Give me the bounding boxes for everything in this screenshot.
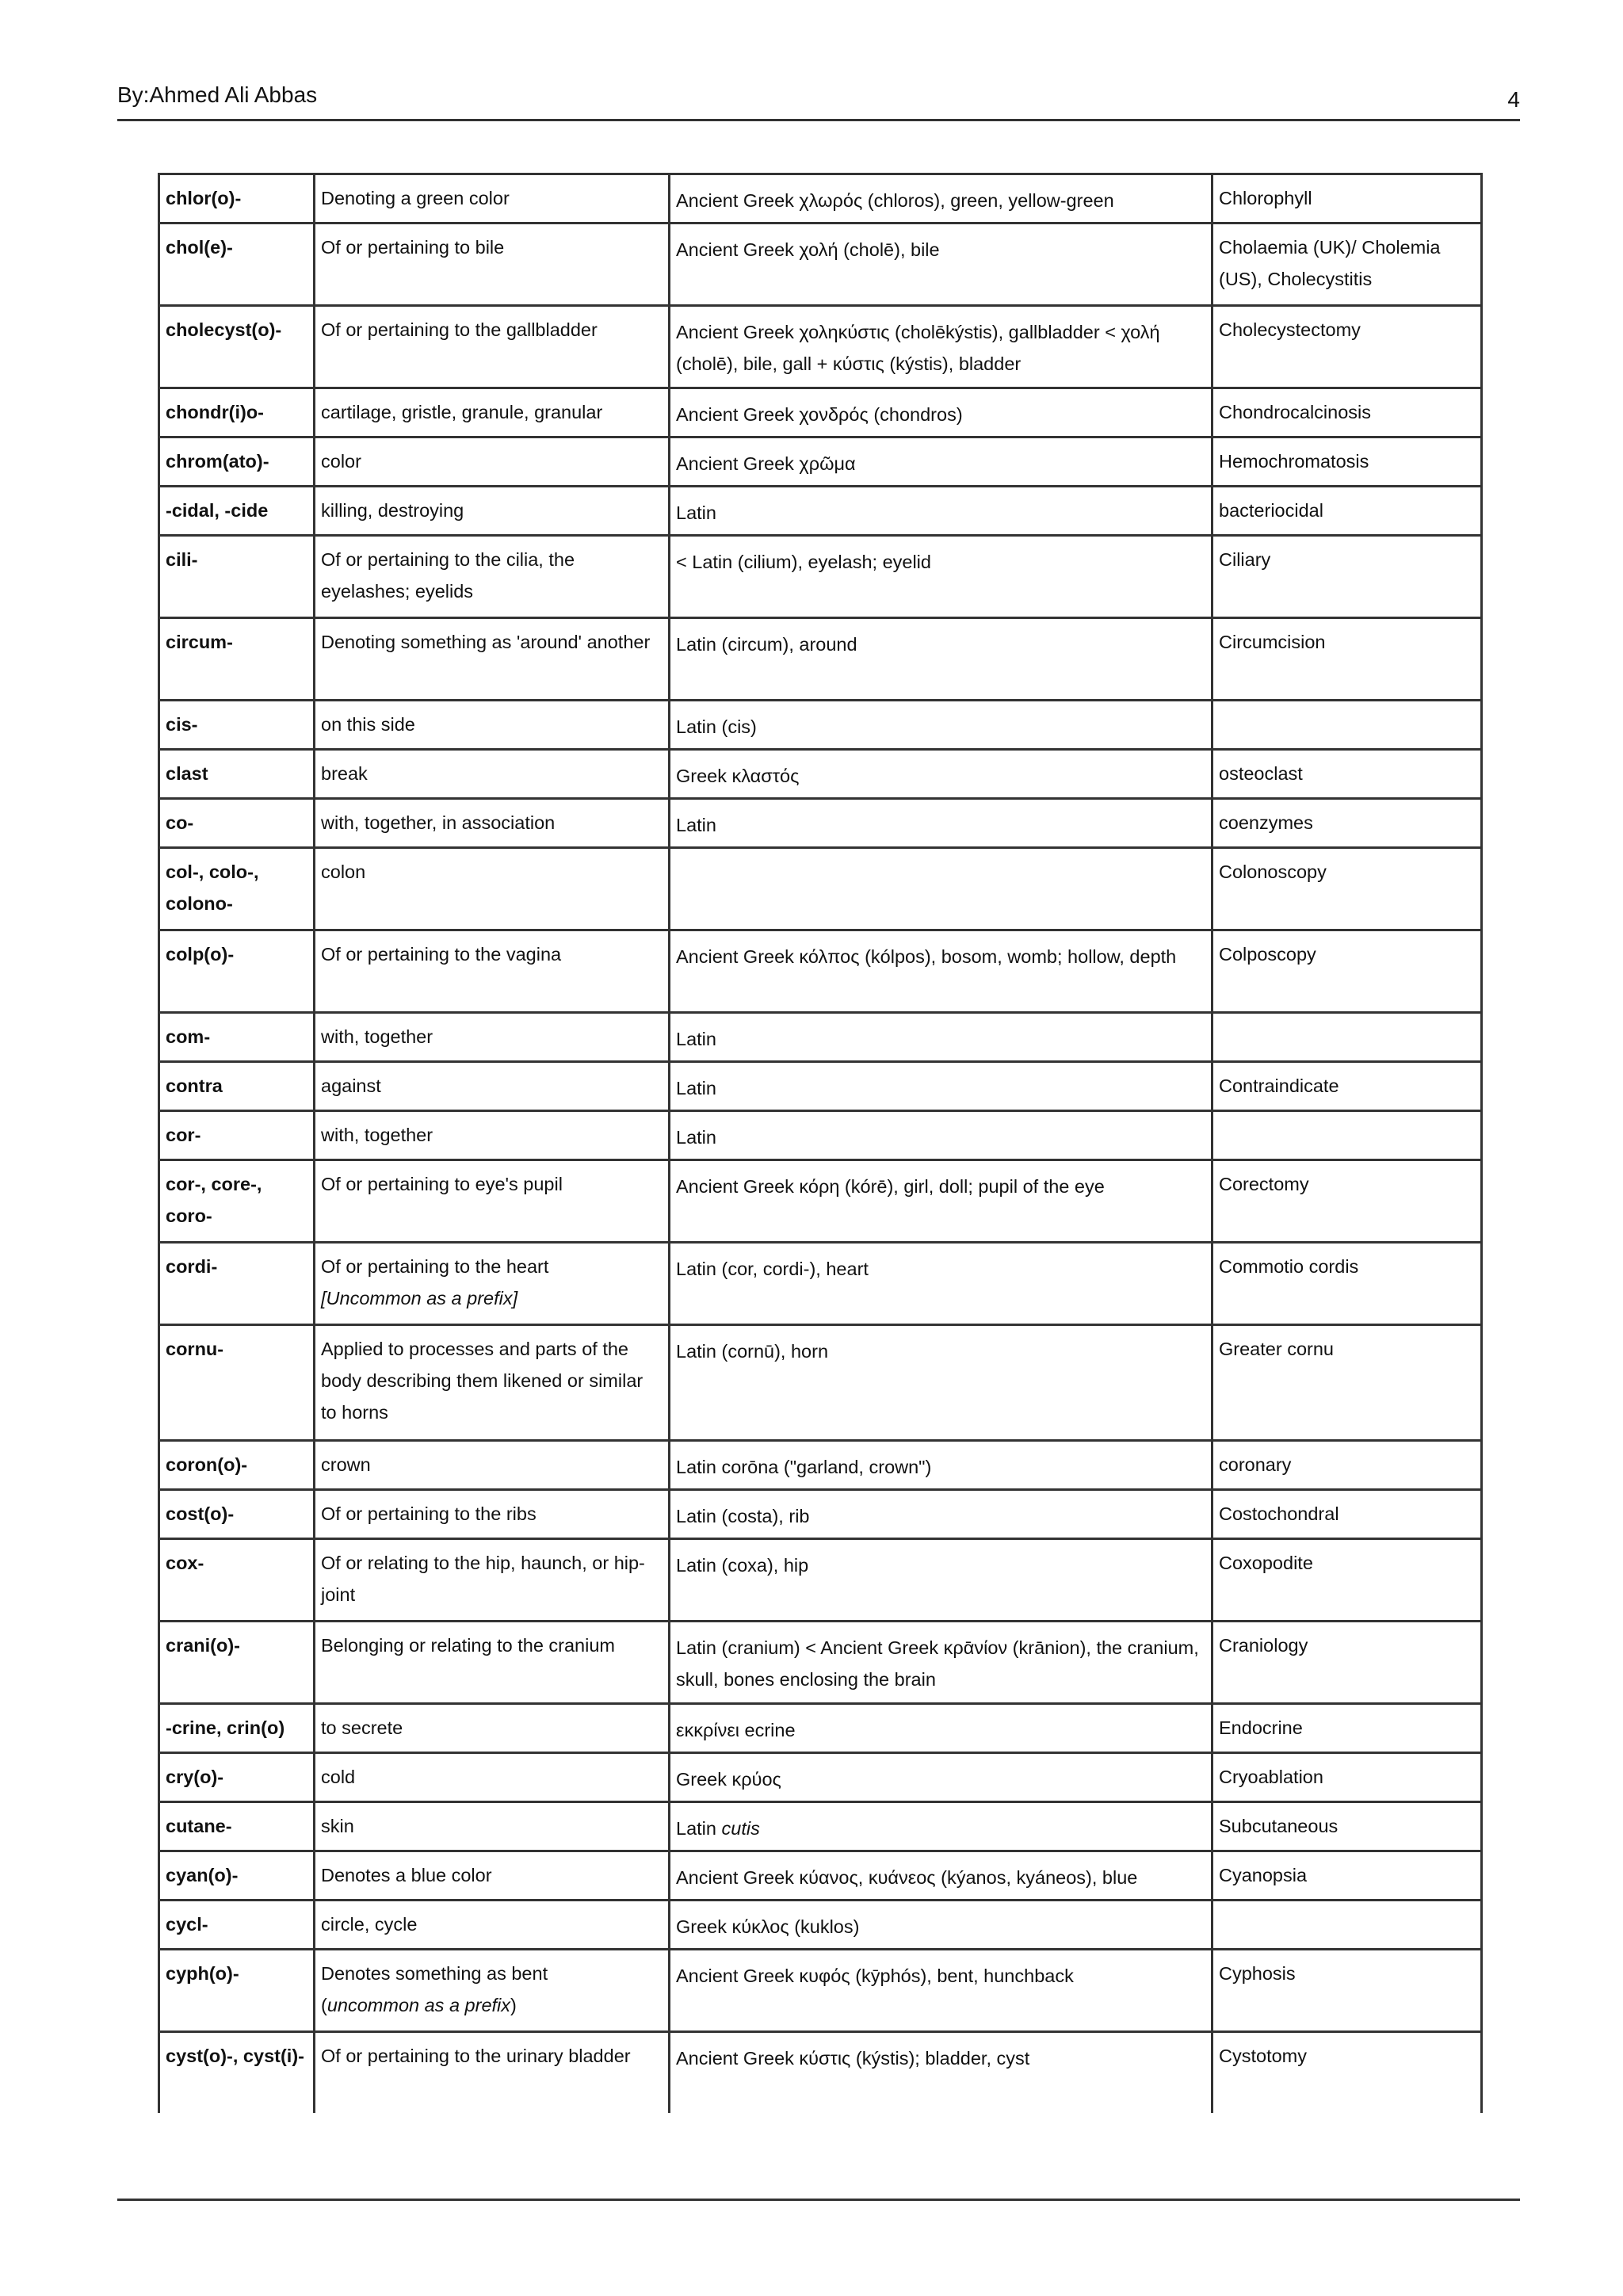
term-cell: cry(o)-	[159, 1753, 315, 1802]
meaning-cell: Of or relating to the hip, haunch, or hip-joint	[315, 1539, 670, 1622]
table-row	[159, 1441, 1482, 1490]
table-row	[159, 1802, 1482, 1851]
example-cell: Coxopodite	[1212, 1539, 1482, 1622]
table-row	[159, 1111, 1482, 1160]
example-cell	[1212, 1111, 1482, 1160]
term-cell: clast	[159, 750, 315, 799]
term-cell: co-	[159, 799, 315, 848]
meaning-cell: color	[315, 437, 670, 487]
example-cell: Cyphosis	[1212, 1950, 1482, 2032]
meaning-cell	[315, 1243, 670, 1325]
example-cell: Cholaemia (UK)/ Cholemia (US), Cholecystitis	[1212, 223, 1482, 306]
table-row	[159, 618, 1482, 701]
origin-cell: εκκρίνει ecrine	[670, 1704, 1212, 1753]
meaning-cell: with, together	[315, 1013, 670, 1062]
term-cell: cornu-	[159, 1325, 315, 1441]
term-cell: coron(o)-	[159, 1441, 315, 1490]
table-row	[159, 1062, 1482, 1111]
example-cell: bacteriocidal	[1212, 487, 1482, 536]
table-row	[159, 1160, 1482, 1243]
meaning-cell: Of or pertaining to the vagina	[315, 930, 670, 1013]
origin-cell: Latin (cornū), horn	[670, 1325, 1212, 1441]
table-row	[159, 701, 1482, 750]
origin-cell: Latin corōna ("garland, crown")	[670, 1441, 1212, 1490]
table-row	[159, 223, 1482, 306]
origin-cell	[670, 848, 1212, 930]
origin-cell: Latin	[670, 799, 1212, 848]
example-cell: Cystotomy	[1212, 2032, 1482, 2113]
term-cell: cholecyst(o)-	[159, 306, 315, 388]
origin-cell: Ancient Greek κύανος, κυάνεος (kýanos, kyáneos), blue	[670, 1851, 1212, 1901]
meaning-note: uncommon as a prefix	[327, 1995, 511, 2015]
table-row	[159, 437, 1482, 487]
meaning-cell: colon	[315, 848, 670, 930]
example-cell: Costochondral	[1212, 1490, 1482, 1539]
example-cell	[1212, 1901, 1482, 1950]
origin-cell: Ancient Greek κυφός (kȳphós), bent, hunchback	[670, 1950, 1212, 2032]
table-row	[159, 799, 1482, 848]
term-cell: cor-	[159, 1111, 315, 1160]
meaning-cell: killing, destroying	[315, 487, 670, 536]
term-cell: circum-	[159, 618, 315, 701]
author-name: By:Ahmed Ali Abbas	[117, 82, 318, 107]
origin-cell: Latin (costa), rib	[670, 1490, 1212, 1539]
origin-cell: Ancient Greek χολή (cholē), bile	[670, 223, 1212, 306]
table-row	[159, 1704, 1482, 1753]
term-cell: cili-	[159, 536, 315, 618]
term-cell: colp(o)-	[159, 930, 315, 1013]
meaning-cell: Of or pertaining to the gallbladder	[315, 306, 670, 388]
term-cell: cordi-	[159, 1243, 315, 1325]
table-row	[159, 388, 1482, 437]
term-cell: cyst(o)-, cyst(i)-	[159, 2032, 315, 2113]
meaning-cell: crown	[315, 1441, 670, 1490]
meaning-cell: Of or pertaining to the urinary bladder	[315, 2032, 670, 2113]
table-row	[159, 1753, 1482, 1802]
table-row	[159, 1901, 1482, 1950]
meaning-cell: break	[315, 750, 670, 799]
term-cell: com-	[159, 1013, 315, 1062]
table-row	[159, 848, 1482, 930]
meaning-cell: Of or pertaining to eye's pupil	[315, 1160, 670, 1243]
origin-cell: Ancient Greek χονδρός (chondros)	[670, 388, 1212, 437]
meaning-cell: against	[315, 1062, 670, 1111]
origin-cell: < Latin (cilium), eyelash; eyelid	[670, 536, 1212, 618]
page-footer-rule	[117, 2199, 1520, 2201]
origin-cell: Latin (cor, cordi-), heart	[670, 1243, 1212, 1325]
origin-cell: Latin	[670, 1013, 1212, 1062]
example-cell: Commotio cordis	[1212, 1243, 1482, 1325]
table-row	[159, 536, 1482, 618]
meaning-cell: circle, cycle	[315, 1901, 670, 1950]
term-cell: chlor(o)-	[159, 174, 315, 223]
term-cell: cutane-	[159, 1802, 315, 1851]
prefix-table	[158, 173, 1483, 2113]
example-cell: Chlorophyll	[1212, 174, 1482, 223]
table-row	[159, 750, 1482, 799]
term-cell: col-, colo-, colono-	[159, 848, 315, 930]
meaning-cell: with, together	[315, 1111, 670, 1160]
meaning-cell: Belonging or relating to the cranium	[315, 1622, 670, 1704]
example-cell: Subcutaneous	[1212, 1802, 1482, 1851]
table-row	[159, 2032, 1482, 2113]
term-cell: cycl-	[159, 1901, 315, 1950]
example-cell: Ciliary	[1212, 536, 1482, 618]
example-cell: Corectomy	[1212, 1160, 1482, 1243]
origin-cell: Greek κλαστός	[670, 750, 1212, 799]
example-cell: coronary	[1212, 1441, 1482, 1490]
origin-cell: Ancient Greek χλωρός (chloros), green, yellow-green	[670, 174, 1212, 223]
meaning-cell: with, together, in association	[315, 799, 670, 848]
origin-cell: Latin (cis)	[670, 701, 1212, 750]
example-cell: Cryoablation	[1212, 1753, 1482, 1802]
meaning-cell: to secrete	[315, 1704, 670, 1753]
term-cell: cyph(o)-	[159, 1950, 315, 2032]
page-header	[117, 79, 1520, 121]
origin-cell: Latin	[670, 1062, 1212, 1111]
term-cell: chondr(i)o-	[159, 388, 315, 437]
origin-cell: Greek κύκλος (kuklos)	[670, 1901, 1212, 1950]
origin-cell: Ancient Greek κύστις (kýstis); bladder, cyst	[670, 2032, 1212, 2113]
origin-cell: Greek κρύος	[670, 1753, 1212, 1802]
example-cell: Chondrocalcinosis	[1212, 388, 1482, 437]
term-cell: chrom(ato)-	[159, 437, 315, 487]
term-cell: contra	[159, 1062, 315, 1111]
origin-cell: Latin	[670, 487, 1212, 536]
meaning-text: Denotes something as bent	[321, 1963, 548, 1984]
meaning-cell: Of or pertaining to the ribs	[315, 1490, 670, 1539]
example-cell: osteoclast	[1212, 750, 1482, 799]
meaning-cell: Denotes something as bent (uncommon as a prefix)	[315, 1950, 670, 2032]
meaning-cell: cartilage, gristle, granule, granular	[315, 388, 670, 437]
origin-italic: cutis	[721, 1818, 760, 1839]
example-cell: Craniology	[1212, 1622, 1482, 1704]
meaning-cell: Applied to processes and parts of the body describing them likened or similar to horns	[315, 1325, 670, 1441]
meaning-cell: Of or pertaining to the cilia, the eyelashes; eyelids	[315, 536, 670, 618]
table-row	[159, 1013, 1482, 1062]
example-cell	[1212, 1013, 1482, 1062]
origin-cell	[670, 1802, 1212, 1851]
origin-cell: Latin	[670, 1111, 1212, 1160]
example-cell: Contraindicate	[1212, 1062, 1482, 1111]
origin-cell: Ancient Greek χοληκύστις (cholēkýstis), gallbladder < χολή (cholē), bile, gall + κύστις (kýstis), bladder	[670, 306, 1212, 388]
origin-cell: Latin (cranium) < Ancient Greek κρᾱνίον (krānion), the cranium, skull, bones enclosing the brain	[670, 1622, 1212, 1704]
meaning-cell: Denotes a blue color	[315, 1851, 670, 1901]
example-cell: coenzymes	[1212, 799, 1482, 848]
example-cell: Colposcopy	[1212, 930, 1482, 1013]
term-cell: cyan(o)-	[159, 1851, 315, 1901]
term-cell: cor-, core-, coro-	[159, 1160, 315, 1243]
term-cell: chol(e)-	[159, 223, 315, 306]
origin-cell: Ancient Greek κόρη (kórē), girl, doll; pupil of the eye	[670, 1160, 1212, 1243]
table-row	[159, 306, 1482, 388]
term-cell: -crine, crin(o)	[159, 1704, 315, 1753]
table-row	[159, 174, 1482, 223]
meaning-cell: cold	[315, 1753, 670, 1802]
example-cell: Colonoscopy	[1212, 848, 1482, 930]
origin-cell: Ancient Greek χρῶμα	[670, 437, 1212, 487]
example-cell	[1212, 701, 1482, 750]
table-row	[159, 1490, 1482, 1539]
table-row	[159, 487, 1482, 536]
meaning-note: [Uncommon as a prefix]	[321, 1288, 518, 1308]
meaning-cell: on this side	[315, 701, 670, 750]
example-cell: Greater cornu	[1212, 1325, 1482, 1441]
table-row	[159, 1325, 1482, 1441]
origin-cell: Ancient Greek κόλπος (kólpos), bosom, womb; hollow, depth	[670, 930, 1212, 1013]
table-row	[159, 1243, 1482, 1325]
meaning-cell: Of or pertaining to bile	[315, 223, 670, 306]
example-cell: Hemochromatosis	[1212, 437, 1482, 487]
meaning-cell: skin	[315, 1802, 670, 1851]
table-row	[159, 1539, 1482, 1622]
term-cell: crani(o)-	[159, 1622, 315, 1704]
table-row	[159, 1851, 1482, 1901]
term-cell: -cidal, -cide	[159, 487, 315, 536]
origin-cell: Latin (circum), around	[670, 618, 1212, 701]
page-number: 4	[1507, 87, 1520, 112]
meaning-text: Of or pertaining to the heart	[321, 1256, 549, 1277]
table-row	[159, 1950, 1482, 2032]
example-cell: Circumcision	[1212, 618, 1482, 701]
term-cell: cox-	[159, 1539, 315, 1622]
term-cell: cis-	[159, 701, 315, 750]
example-cell: Cyanopsia	[1212, 1851, 1482, 1901]
example-cell: Endocrine	[1212, 1704, 1482, 1753]
table-row	[159, 1622, 1482, 1704]
meaning-cell: Denoting something as 'around' another	[315, 618, 670, 701]
origin-cell: Latin (coxa), hip	[670, 1539, 1212, 1622]
origin-text: Latin	[676, 1818, 716, 1839]
table-row	[159, 930, 1482, 1013]
term-cell: cost(o)-	[159, 1490, 315, 1539]
meaning-cell: Denoting a green color	[315, 174, 670, 223]
example-cell: Cholecystectomy	[1212, 306, 1482, 388]
